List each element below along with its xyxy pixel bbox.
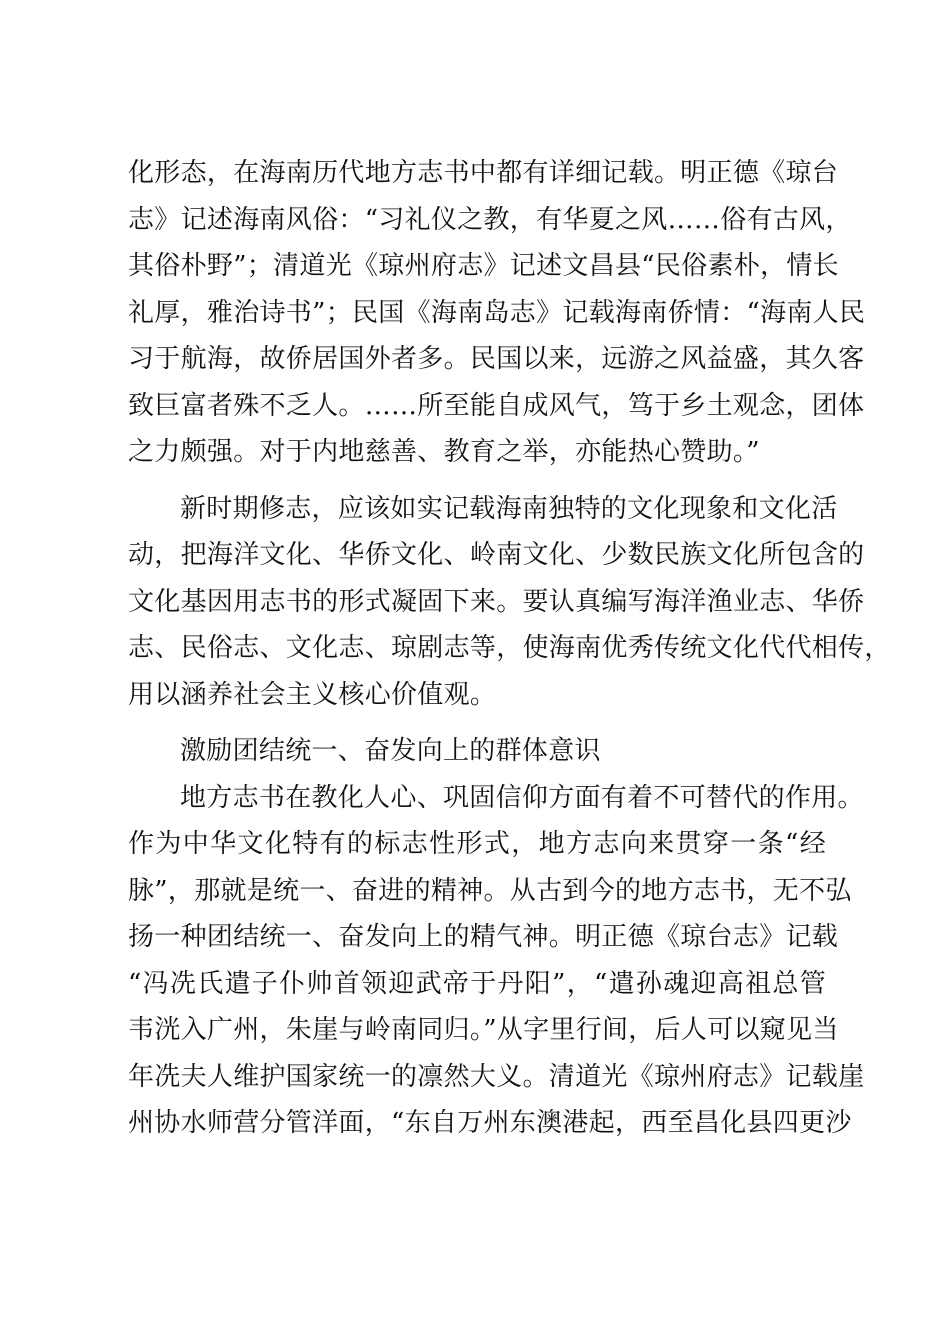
- text-line: 习于航海，故侨居国外者多。民国以来，远游之风益盛，其久客: [128, 344, 865, 374]
- text-line: 之力颇强。对于内地慈善、教育之举，亦能热心赞助。”: [128, 437, 760, 467]
- text-line: 年冼夫人维护国家统一的凛然大义。清道光《琼州府志》记载崖: [128, 1061, 865, 1092]
- text-line: 用以涵养社会主义核心价值观。: [128, 679, 497, 710]
- section-heading-text: 激励团结统一、奋发向上的群体意识: [180, 736, 601, 766]
- paragraph-culture-records: [128, 150, 866, 476]
- paragraph-local-records: [128, 775, 865, 1147]
- text-line: 韦洸入广州，朱崖与岭南同归。”从字里行间，后人可以窥见当: [128, 1015, 839, 1045]
- section-heading: [128, 728, 826, 775]
- paragraph-gap: [128, 476, 826, 486]
- text-line: 志、民俗志、文化志、琼剧志等，使海南优秀传统文化代代相传，: [128, 633, 891, 663]
- text-line: 作为中华文化特有的标志性形式，地方志向来贯穿一条“经: [128, 829, 826, 859]
- text-line: 化形态，在海南历代地方志书中都有详细记载。明正德《琼台: [128, 158, 839, 188]
- document-body: [128, 150, 891, 1147]
- paragraph-new-era: [128, 486, 891, 719]
- text-line: 新时期修志，应该如实记载海南独特的文化现象和文化活: [180, 493, 838, 524]
- text-line: 动，把海洋文化、华侨文化、岭南文化、少数民族文化所包含的: [128, 540, 865, 570]
- text-line: “冯冼氏遣子仆帅首领迎武帝于丹阳”，“遣孙魂迎高祖总管: [128, 968, 826, 999]
- text-line: 其俗朴野”；清道光《琼州府志》记述文昌县“民俗素朴，情长: [128, 251, 839, 281]
- text-line: 脉”，那就是统一、奋进的精神。从古到今的地方志书，无不弘: [128, 875, 852, 906]
- text-line: 文化基因用志书的形式凝固下来。要认真编写海洋渔业志、华侨: [128, 586, 865, 617]
- text-line: 礼厚，雅治诗书”；民国《海南岛志》记载海南侨情：“海南人民: [128, 297, 866, 328]
- text-line: 扬一种团结统一、奋发向上的精气神。明正德《琼台志》记载: [128, 922, 839, 952]
- text-line: 致巨富者殊不乏人。……所至能自成风气，笃于乡土观念，团体: [128, 390, 865, 421]
- paragraph-gap: [128, 718, 826, 728]
- text-line: 州协水师营分管洋面，“东自万州东澳港起，西至昌化县四更沙: [128, 1108, 852, 1138]
- text-line: 地方志书在教化人心、巩固信仰方面有着不可替代的作用。: [180, 782, 864, 813]
- text-line: 志》记述海南风俗：“习礼仪之教，有华夏之风……俗有古风，: [128, 204, 852, 235]
